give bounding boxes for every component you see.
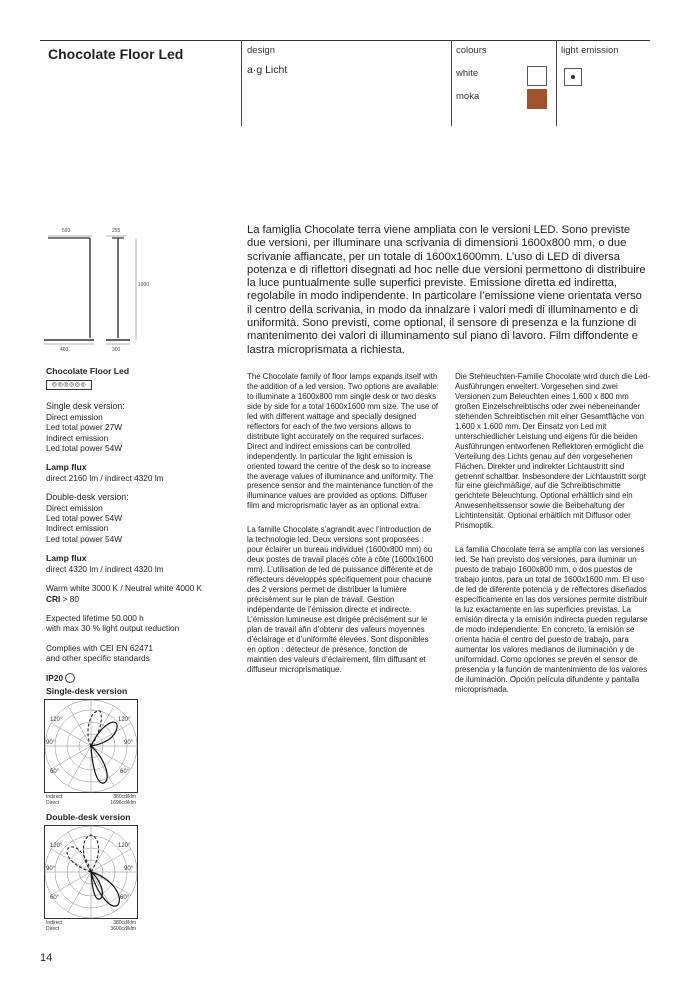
color-temperature: Warm white 3000 K / Neutral white 4000 K bbox=[46, 583, 203, 594]
polar-angle-label: 120° bbox=[118, 843, 131, 849]
polar-angle-label: 120° bbox=[50, 843, 63, 849]
german-description: Die Stehleuchten-Familie Chocolate wird durch die Led-Ausführungen erweitert. Vorgesehen sind zwei Versionen zum Beleuchten eines 1.600 x 800 mm großen Einzelschreibtischs oder zwei nebeneinander stehenden Schreibtischen mit einer Gesamtfläche von 1.600 x 1.600 mm. Der Einsatz von Led mit unterschiedlicher Leistung und eigens für die beiden Ausführungen entworfenen Reflektoren ermöglicht die Verteilung des Lichts genau auf den vorgesehenen Flächen. Direkter und indirekter Lichtaustritt sind getrennt schaltbar. Insbesondere der Lichtaustritt sorgt für eine gleichmäßige, auf die Schreibtischmitte gerichtete Beleuchtung. Optional erhältlich sind ein Anwesenheitssensor sowie die Beibehaltung der Lichtintensität. Optional erhältlich mit Diffusor oder Prismoptik. bbox=[455, 372, 651, 531]
page-number: 14 bbox=[40, 952, 53, 964]
cri-value: > 80 bbox=[62, 593, 79, 604]
polar-single-legend bbox=[46, 794, 136, 806]
ip-rating bbox=[46, 673, 226, 684]
legend-label: Direct bbox=[46, 926, 60, 932]
header-divider-3 bbox=[556, 40, 557, 126]
polar-double-title: Double-desk version bbox=[46, 812, 131, 822]
spec-product-name: Chocolate Floor Led bbox=[46, 366, 130, 376]
standards-note: and other specific standards bbox=[46, 653, 150, 664]
double-title: Double-desk version: bbox=[46, 492, 129, 503]
colours-label: colours bbox=[456, 45, 487, 56]
colour-moka-swatch bbox=[527, 89, 547, 109]
text-column-right bbox=[455, 372, 651, 704]
double-line: Led total power 54W bbox=[46, 533, 123, 544]
polar-angle-label: 120° bbox=[50, 717, 63, 723]
french-description: La famille Chocolate s’agrandit avec l’introduction de la technologie led. Deux versions sont proposées : pour éclairer un bureau individuel (1600x800 mm) ou deux postes de travail placés côte à côte (1600x1600 mm). L’utilisation de led de puissance différente et de réflecteurs développés spécifiquement pour chacune des 2 versions permet de distribuer la lumière précisément sur le plan de travail. Gestion indépendante de l’émission directe et indirecte. L’émission lumineuse est dirigée précisément sur le plan de travail afin d’obtenir des valeurs moyennes d’éclairage et d’uniformité élevées. Sont disponibles en option : détecteur de présence, fonction de maintien des valeurs d’éclairement, film diffusant et diffuseur microprismatique. bbox=[247, 525, 434, 674]
light-emission-icon bbox=[564, 68, 582, 86]
polar-angle-label: 60° bbox=[120, 769, 130, 775]
polar-angle-label: 90° bbox=[46, 740, 56, 746]
header-divider-1 bbox=[241, 40, 242, 126]
lamp-flux-label: Lamp flux bbox=[46, 553, 87, 564]
light-emission-label: light emission bbox=[561, 45, 619, 56]
single-line: Indirect emission bbox=[46, 432, 109, 443]
header-top-rule bbox=[40, 40, 650, 41]
design-label: design bbox=[247, 45, 275, 56]
legend-label: Indirect bbox=[46, 794, 63, 800]
dimension-drawing bbox=[40, 222, 160, 352]
italian-description: La famiglia Chocolate terra viene ampliata con le versioni LED. Sono previste due versioni, per illuminare una scrivania di dimensioni 1600x800 mm, o due scrivanie affiancate, per un totale di 1600x1600mm. L’uso di LED di diversa potenza e di riflettori disegnati ad hoc nelle due versioni permettono di distribuire la luce puntualmente sulle superfici previste. Emissione diretta ed indiretta, regolabile in modo indipendente. In particolare l’emissione viene orientata verso il centro della scrivania, in modo da innalzare i valori medi di illuminamento e di uniformità. Sono previsti, come optional, il sensore di presenza e la funzione di mantenimento dei valori di illuminamento sul piano di lavoro. Film diffondente e lastra microprismata a richiesta. bbox=[247, 224, 646, 356]
ip-label: IP20 bbox=[46, 672, 64, 683]
polar-angle-label: 60° bbox=[50, 895, 60, 901]
double-line: Direct emission bbox=[46, 502, 103, 513]
double-line: Indirect emission bbox=[46, 523, 109, 534]
header-divider-2 bbox=[451, 40, 452, 126]
lamp-flux-label: Lamp flux bbox=[46, 462, 87, 473]
product-title: Chocolate Floor Led bbox=[48, 46, 184, 62]
cri-line bbox=[46, 594, 226, 604]
polar-angle-label: 90° bbox=[124, 866, 134, 872]
dim-label: 593 bbox=[62, 228, 71, 234]
legend-value: 1696cd/klm bbox=[110, 800, 136, 806]
spanish-description: La familia Chocolate terra se amplía con las versiones led. Se han previsto dos versiones, para iluminar un puesto de trabajo 1600x800 mm, o dos puestos de trabajo juntos, para un total de 1600x1600 mm. El uso de led de diferente potencia y de reflectores diseñados específicamente en las dos versiones permite distribuir la luz exactamente en las superficies previstas. La emisión directa y la emisión indirecta pueden regularse de modo independiente. En concreto, la emisión se orienta hacia el centro del puesto de trabajo, para aumentar los valores medianos de iluminación y de uniformidad. Como opciones se prevén el sensor de presencia y la función de mantenimiento de los valores de iluminación. Opción película difundente y pantalla microprismada. bbox=[455, 545, 648, 694]
legend-value: 380cd/klm bbox=[113, 794, 136, 800]
legend-value: 380cd/klm bbox=[113, 920, 136, 926]
polar-angle-label: 60° bbox=[50, 769, 60, 775]
lifetime: Expected lifetime 50.000 h bbox=[46, 612, 144, 623]
dim-label: 1900 bbox=[138, 282, 150, 288]
cri-label: CRI bbox=[46, 593, 61, 604]
legend-label: Direct bbox=[46, 800, 60, 806]
single-line: Led total power 54W bbox=[46, 443, 123, 454]
polar-single-title: Single-desk version bbox=[46, 686, 128, 696]
single-title: Single desk version: bbox=[46, 401, 125, 412]
dim-label: 300 bbox=[112, 347, 121, 352]
polar-angle-label: 90° bbox=[46, 866, 56, 872]
lifetime-note: with max 30 % light output reduction bbox=[46, 623, 180, 634]
polar-angle-label: 60° bbox=[120, 895, 130, 901]
standards: Complies with CEI EN 62471 bbox=[46, 642, 153, 653]
polar-diagram-single bbox=[44, 699, 138, 793]
text-column-left bbox=[247, 372, 439, 684]
double-flux: direct 4320 lm / indirect 4320 lm bbox=[46, 563, 164, 574]
single-line: Direct emission bbox=[46, 411, 103, 422]
colour-white-label: white bbox=[456, 68, 479, 79]
led-symbols: ◎◎◎◎◎◎ bbox=[46, 380, 92, 390]
spec-column bbox=[46, 366, 226, 683]
dim-label: 460 bbox=[60, 347, 69, 352]
legend-value: 3600cd/klm bbox=[110, 926, 136, 932]
colour-moka-label: moka bbox=[456, 91, 480, 102]
single-line: Led total power 27W bbox=[46, 422, 123, 433]
dim-label: 255 bbox=[112, 228, 121, 234]
polar-double-legend bbox=[46, 920, 136, 932]
colour-white-swatch bbox=[527, 66, 547, 86]
protection-class-icon bbox=[65, 673, 75, 683]
double-line: Led total power 54W bbox=[46, 513, 123, 524]
polar-diagram-double bbox=[44, 825, 138, 919]
polar-angle-label: 120° bbox=[118, 717, 131, 723]
single-flux: direct 2160 lm / indirect 4320 lm bbox=[46, 472, 164, 483]
legend-label: Indirect bbox=[46, 920, 63, 926]
polar-angle-label: 90° bbox=[124, 740, 134, 746]
english-description: The Chocolate family of floor lamps expands itself with the addition of a led version. Two options are available: to illuminate a 1600x800 mm single desk or two desks side by side for a total 1600x1600 mm size. The use of led with different wattage and specially designed reflectors for each of the two versions allows to distribute light accurately on the required surfaces. Direct and indirect emissions can be controlled independently. In particular the light emission is oriented toward the centre of the desk so to increase the average values of illuminance and uniformity. The presence sensor and the maintenance function of the illuminance values are provided as options. Diffuser film and microprismatic layer as an optional extra. bbox=[247, 372, 439, 511]
designer-name: a·g Licht bbox=[247, 64, 288, 76]
